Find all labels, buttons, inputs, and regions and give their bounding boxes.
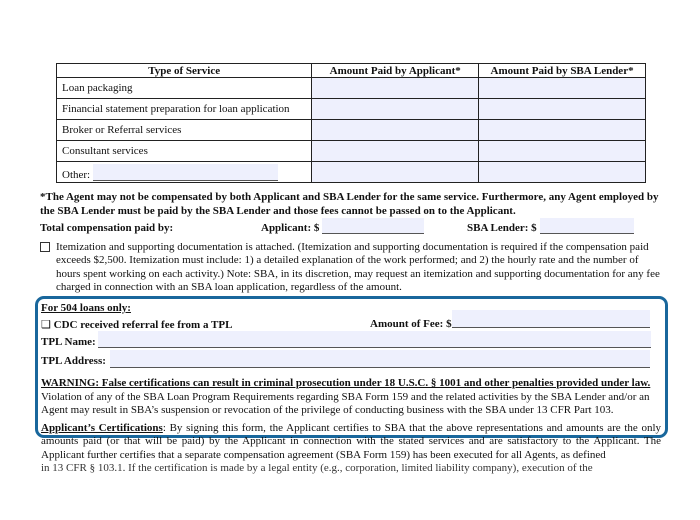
service-name: Other:	[62, 168, 91, 181]
itemization-text: Itemization and supporting documentation is attached. (Itemization and supporting documentation is required if the compensation paid exceeds $2,500. Itemization must include: 1) a detailed explanation of the work performed; and 2) the hourly rate and the number of hours spent working on each activity.) Note: SBA, in its discretion, may request an itemization and supporting documentation for any fee charged in connection with an SBA loan application, regardless of the amount.	[56, 241, 660, 294]
section-504-heading: For 504 loans only:	[41, 302, 131, 314]
itemization-section	[40, 241, 660, 295]
header-amount-lender: Amount Paid by SBA Lender*	[479, 64, 646, 78]
lender-amount-field[interactable]	[479, 141, 646, 162]
cdc-referral-checkbox-row[interactable]	[41, 318, 232, 331]
table-header-row	[57, 64, 646, 78]
cdc-referral-label: CDC received referral fee from a TPL	[53, 319, 233, 331]
lender-amount-field[interactable]	[479, 78, 646, 99]
tpl-address-label: TPL Address:	[41, 355, 106, 367]
applicant-amount-field[interactable]	[312, 99, 479, 120]
applicant-amount-field[interactable]	[312, 78, 479, 99]
service-name: Loan packaging	[57, 78, 312, 99]
table-row	[57, 120, 646, 141]
table-row	[57, 99, 646, 120]
warning-section	[41, 377, 661, 418]
table-row	[57, 141, 646, 162]
lender-amount-field[interactable]	[479, 120, 646, 141]
header-amount-applicant: Amount Paid by Applicant*	[312, 64, 479, 78]
amount-of-fee-label: Amount of Fee: $	[370, 318, 452, 330]
total-applicant-field[interactable]	[322, 218, 424, 234]
amount-of-fee-field[interactable]	[452, 310, 650, 328]
table-row	[57, 162, 646, 183]
total-lender-field[interactable]	[540, 218, 634, 234]
service-name: Broker or Referral services	[57, 120, 312, 141]
tpl-name-field[interactable]	[98, 331, 651, 348]
service-name: Financial statement preparation for loan application	[57, 99, 312, 120]
service-name: Consultant services	[57, 141, 312, 162]
warning-heading: WARNING: False certifications can result in criminal prosecution under 18 U.S.C. § 1001 and other penalties provided under law.	[41, 377, 651, 389]
tpl-name-label: TPL Name:	[41, 336, 96, 348]
service-fee-table	[56, 63, 646, 183]
applicant-amount-field[interactable]	[312, 141, 479, 162]
total-compensation-label: Total compensation paid by:	[40, 222, 174, 234]
service-other-cell	[57, 162, 312, 183]
lender-amount-field[interactable]	[479, 99, 646, 120]
certifications-cutoff-line: in 13 CFR § 103.1. If the certification is made by a legal entity (e.g., corporation, limited liability company), execution of the	[41, 462, 593, 474]
applicant-amount-field[interactable]	[312, 120, 479, 141]
certifications-heading: Applicant’s Certifications	[41, 422, 163, 434]
cdc-checkbox-icon[interactable]: ❑	[41, 319, 51, 331]
applicant-amount-field[interactable]	[312, 162, 479, 183]
itemization-checkbox[interactable]	[40, 242, 50, 252]
applicant-certifications	[41, 422, 661, 462]
other-service-field[interactable]	[93, 164, 278, 181]
certifications-text: : By signing this form, the Applicant certifies to SBA that the above representations and amounts are the only amounts paid (or that will be paid) by the Applicant in connection with the stated services and are satisfactory to the Applicant. The Applicant further certifies that a separate compensation agreement (SBA Form 159) has been executed for all Agents, as defined	[41, 422, 662, 461]
tpl-address-field[interactable]	[110, 350, 650, 368]
table-row	[57, 78, 646, 99]
total-lender-label: SBA Lender: $	[467, 222, 537, 234]
warning-text: Violation of any of the SBA Loan Program Requirements regarding SBA Form 159 and the related activities by the SBA Lender and/or an Agent may result in SBA’s suspension or revocation of the privilege of conducting business with the SBA under 13 CFR Part 103.	[41, 390, 650, 416]
agent-compensation-note: *The Agent may not be compensated by both Applicant and SBA Lender for the same service. Furthermore, any Agent employed by the SBA Lender must be paid by the SBA Lender and those fees cannot be passed on to the Applicant.	[40, 191, 659, 217]
header-type-of-service: Type of Service	[57, 64, 312, 78]
total-applicant-label: Applicant: $	[261, 222, 320, 234]
lender-amount-field[interactable]	[479, 162, 646, 183]
